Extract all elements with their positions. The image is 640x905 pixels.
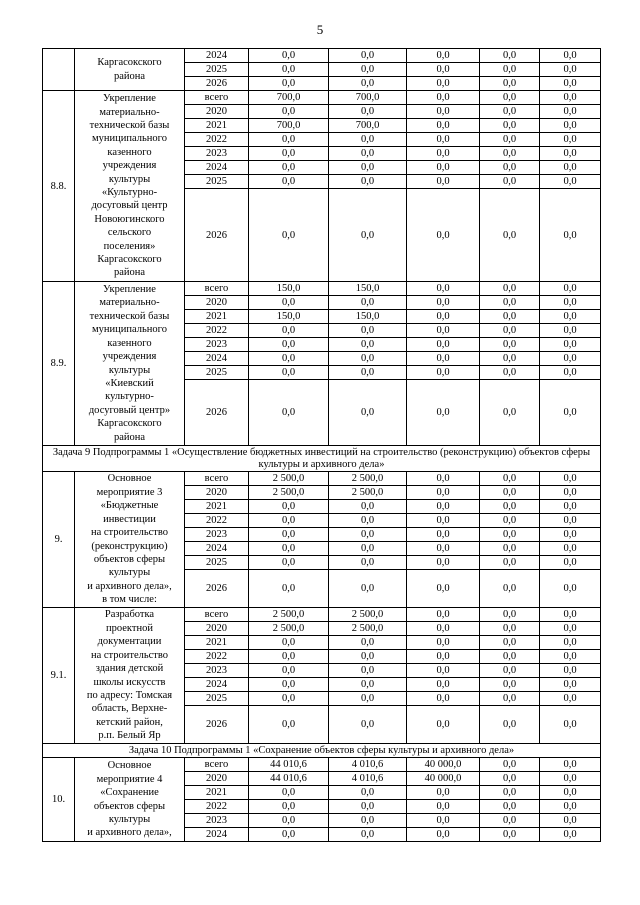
year-cell: 2020 (185, 105, 249, 119)
value-cell: 0,0 (480, 77, 540, 91)
year-cell: 2021 (185, 636, 249, 650)
value-cell: 0,0 (480, 800, 540, 814)
value-cell: 0,0 (407, 622, 480, 636)
value-cell: 0,0 (480, 828, 540, 842)
year-cell: 2024 (185, 352, 249, 366)
value-cell: 0,0 (540, 486, 601, 500)
value-cell: 0,0 (480, 338, 540, 352)
value-cell: 0,0 (480, 119, 540, 133)
value-cell: 0,0 (249, 338, 329, 352)
value-cell: 0,0 (249, 570, 329, 608)
value-cell: 44 010,6 (249, 758, 329, 772)
item-name: Каргасокского района (75, 49, 185, 91)
year-cell: 2020 (185, 622, 249, 636)
value-cell: 0,0 (407, 514, 480, 528)
year-cell: 2025 (185, 175, 249, 189)
value-cell: 0,0 (480, 514, 540, 528)
value-cell: 0,0 (540, 338, 601, 352)
item-index: 9. (43, 472, 75, 608)
value-cell: 0,0 (540, 556, 601, 570)
value-cell: 0,0 (480, 472, 540, 486)
value-cell: 0,0 (480, 147, 540, 161)
value-cell: 0,0 (329, 528, 407, 542)
value-cell: 0,0 (329, 828, 407, 842)
value-cell: 700,0 (329, 119, 407, 133)
value-cell: 0,0 (407, 800, 480, 814)
value-cell: 0,0 (249, 650, 329, 664)
year-cell: 2024 (185, 49, 249, 63)
value-cell: 0,0 (249, 63, 329, 77)
value-cell: 0,0 (540, 49, 601, 63)
value-cell: 0,0 (407, 486, 480, 500)
value-cell: 0,0 (407, 366, 480, 380)
value-cell: 0,0 (480, 282, 540, 296)
table-row (43, 758, 601, 772)
value-cell: 0,0 (329, 800, 407, 814)
value-cell: 0,0 (407, 664, 480, 678)
value-cell: 150,0 (329, 282, 407, 296)
value-cell: 0,0 (249, 542, 329, 556)
value-cell: 0,0 (480, 296, 540, 310)
value-cell: 0,0 (407, 678, 480, 692)
value-cell: 2 500,0 (249, 608, 329, 622)
value-cell: 0,0 (540, 472, 601, 486)
value-cell: 0,0 (480, 814, 540, 828)
value-cell: 0,0 (329, 189, 407, 282)
value-cell: 0,0 (407, 542, 480, 556)
value-cell: 0,0 (540, 366, 601, 380)
value-cell: 0,0 (540, 119, 601, 133)
value-cell: 0,0 (407, 310, 480, 324)
value-cell: 0,0 (329, 514, 407, 528)
item-index: 9.1. (43, 608, 75, 744)
value-cell: 0,0 (249, 528, 329, 542)
value-cell: 0,0 (540, 650, 601, 664)
value-cell: 0,0 (329, 175, 407, 189)
value-cell: 0,0 (407, 161, 480, 175)
value-cell: 0,0 (480, 352, 540, 366)
value-cell: 0,0 (407, 324, 480, 338)
value-cell: 0,0 (480, 175, 540, 189)
value-cell: 0,0 (480, 556, 540, 570)
value-cell: 700,0 (329, 91, 407, 105)
year-cell: 2024 (185, 828, 249, 842)
value-cell: 0,0 (540, 514, 601, 528)
year-cell: 2025 (185, 692, 249, 706)
value-cell: 0,0 (540, 608, 601, 622)
value-cell: 0,0 (329, 161, 407, 175)
year-cell: всего (185, 472, 249, 486)
value-cell: 0,0 (540, 310, 601, 324)
value-cell: 0,0 (407, 147, 480, 161)
value-cell: 0,0 (329, 556, 407, 570)
value-cell: 700,0 (249, 91, 329, 105)
value-cell: 0,0 (480, 542, 540, 556)
value-cell: 0,0 (407, 472, 480, 486)
value-cell: 0,0 (329, 296, 407, 310)
value-cell: 0,0 (540, 161, 601, 175)
value-cell: 0,0 (407, 650, 480, 664)
value-cell: 0,0 (407, 133, 480, 147)
value-cell: 0,0 (329, 366, 407, 380)
value-cell: 0,0 (249, 175, 329, 189)
value-cell: 0,0 (540, 147, 601, 161)
table-row (43, 472, 601, 486)
value-cell: 0,0 (329, 352, 407, 366)
item-name: Разработка проектной документации на строительство здания детской школы искусств по адресу: Томская область, Верхне- кетский район, р.п. Белый Яр (75, 608, 185, 744)
value-cell: 0,0 (249, 678, 329, 692)
value-cell: 0,0 (540, 380, 601, 446)
value-cell: 0,0 (249, 147, 329, 161)
value-cell: 700,0 (249, 119, 329, 133)
value-cell: 0,0 (540, 758, 601, 772)
value-cell: 0,0 (329, 636, 407, 650)
value-cell: 0,0 (540, 133, 601, 147)
value-cell: 0,0 (329, 324, 407, 338)
value-cell: 0,0 (249, 105, 329, 119)
value-cell: 0,0 (540, 528, 601, 542)
year-cell: 2020 (185, 772, 249, 786)
value-cell: 0,0 (407, 706, 480, 744)
value-cell: 0,0 (249, 352, 329, 366)
value-cell: 0,0 (480, 366, 540, 380)
year-cell: 2020 (185, 296, 249, 310)
value-cell: 0,0 (329, 133, 407, 147)
year-cell: 2026 (185, 706, 249, 744)
year-cell: 2023 (185, 338, 249, 352)
year-cell: 2023 (185, 814, 249, 828)
value-cell: 0,0 (540, 282, 601, 296)
value-cell: 0,0 (329, 664, 407, 678)
value-cell: 0,0 (249, 161, 329, 175)
year-cell: 2025 (185, 63, 249, 77)
value-cell: 0,0 (249, 636, 329, 650)
year-cell: 2026 (185, 570, 249, 608)
table-row (43, 91, 601, 105)
value-cell: 0,0 (480, 786, 540, 800)
year-cell: 2025 (185, 556, 249, 570)
value-cell: 0,0 (540, 772, 601, 786)
value-cell: 0,0 (480, 528, 540, 542)
year-cell: 2023 (185, 664, 249, 678)
value-cell: 2 500,0 (329, 472, 407, 486)
value-cell: 0,0 (249, 664, 329, 678)
table-row (43, 608, 601, 622)
value-cell: 0,0 (407, 636, 480, 650)
value-cell: 0,0 (480, 380, 540, 446)
value-cell: 0,0 (407, 296, 480, 310)
value-cell: 0,0 (249, 800, 329, 814)
value-cell: 0,0 (249, 296, 329, 310)
year-cell: 2026 (185, 380, 249, 446)
value-cell: 0,0 (540, 814, 601, 828)
value-cell: 0,0 (480, 758, 540, 772)
value-cell: 0,0 (540, 828, 601, 842)
value-cell: 0,0 (540, 189, 601, 282)
year-cell: 2023 (185, 147, 249, 161)
value-cell: 2 500,0 (249, 486, 329, 500)
value-cell: 0,0 (249, 828, 329, 842)
value-cell: 44 010,6 (249, 772, 329, 786)
value-cell: 0,0 (407, 282, 480, 296)
value-cell: 0,0 (480, 664, 540, 678)
value-cell: 0,0 (540, 324, 601, 338)
year-cell: 2025 (185, 366, 249, 380)
year-cell: 2023 (185, 528, 249, 542)
value-cell: 0,0 (249, 366, 329, 380)
value-cell: 0,0 (540, 570, 601, 608)
value-cell: 0,0 (249, 514, 329, 528)
item-index (43, 49, 75, 91)
value-cell: 0,0 (480, 324, 540, 338)
value-cell: 0,0 (407, 49, 480, 63)
value-cell: 0,0 (480, 650, 540, 664)
year-cell: всего (185, 608, 249, 622)
value-cell: 0,0 (407, 105, 480, 119)
item-index: 8.8. (43, 91, 75, 282)
year-cell: 2022 (185, 324, 249, 338)
value-cell: 0,0 (480, 486, 540, 500)
task-row (43, 446, 601, 472)
year-cell: всего (185, 282, 249, 296)
value-cell: 0,0 (540, 800, 601, 814)
value-cell: 0,0 (249, 380, 329, 446)
value-cell: 0,0 (480, 500, 540, 514)
value-cell: 0,0 (249, 814, 329, 828)
value-cell: 0,0 (480, 91, 540, 105)
value-cell: 0,0 (480, 310, 540, 324)
year-cell: 2024 (185, 161, 249, 175)
value-cell: 0,0 (480, 161, 540, 175)
value-cell: 0,0 (480, 189, 540, 282)
value-cell: 0,0 (407, 692, 480, 706)
value-cell: 0,0 (329, 147, 407, 161)
value-cell: 4 010,6 (329, 758, 407, 772)
value-cell: 0,0 (480, 133, 540, 147)
value-cell: 0,0 (480, 608, 540, 622)
value-cell: 0,0 (540, 77, 601, 91)
value-cell: 0,0 (407, 786, 480, 800)
value-cell: 0,0 (407, 63, 480, 77)
value-cell: 0,0 (249, 786, 329, 800)
value-cell: 0,0 (249, 556, 329, 570)
year-cell: 2021 (185, 119, 249, 133)
value-cell: 0,0 (540, 542, 601, 556)
value-cell: 0,0 (329, 706, 407, 744)
value-cell: 0,0 (249, 189, 329, 282)
value-cell: 2 500,0 (249, 472, 329, 486)
value-cell: 4 010,6 (329, 772, 407, 786)
value-cell: 0,0 (329, 692, 407, 706)
value-cell: 0,0 (329, 650, 407, 664)
item-name: Основное мероприятие 3 «Бюджетные инвестиции на строительство (реконструкцию) объектов сферы культуры и архивного дела», в том числе: (75, 472, 185, 608)
value-cell: 2 500,0 (329, 608, 407, 622)
value-cell: 0,0 (407, 828, 480, 842)
year-cell: 2021 (185, 786, 249, 800)
item-index: 10. (43, 758, 75, 842)
value-cell: 0,0 (329, 77, 407, 91)
value-cell: 0,0 (249, 692, 329, 706)
value-cell: 0,0 (407, 380, 480, 446)
value-cell: 0,0 (407, 119, 480, 133)
value-cell: 0,0 (407, 338, 480, 352)
table-row (43, 49, 601, 63)
value-cell: 0,0 (480, 570, 540, 608)
value-cell: 40 000,0 (407, 758, 480, 772)
year-cell: 2020 (185, 486, 249, 500)
value-cell: 0,0 (407, 500, 480, 514)
page-number: 5 (316, 22, 324, 37)
value-cell: 150,0 (329, 310, 407, 324)
value-cell: 0,0 (329, 678, 407, 692)
value-cell: 2 500,0 (249, 622, 329, 636)
value-cell: 150,0 (249, 282, 329, 296)
value-cell: 0,0 (249, 49, 329, 63)
item-name: Основное мероприятие 4 «Сохранение объектов сферы культуры и архивного дела», (75, 758, 185, 842)
value-cell: 0,0 (249, 706, 329, 744)
value-cell: 0,0 (249, 324, 329, 338)
value-cell: 0,0 (540, 692, 601, 706)
value-cell: 0,0 (480, 63, 540, 77)
year-cell: всего (185, 91, 249, 105)
value-cell: 0,0 (540, 786, 601, 800)
value-cell: 0,0 (329, 49, 407, 63)
table-row (43, 282, 601, 296)
value-cell: 0,0 (480, 636, 540, 650)
value-cell: 0,0 (329, 105, 407, 119)
budget-table (42, 48, 601, 842)
value-cell: 0,0 (407, 91, 480, 105)
value-cell: 40 000,0 (407, 772, 480, 786)
value-cell: 0,0 (407, 528, 480, 542)
value-cell: 0,0 (540, 175, 601, 189)
task-row (43, 744, 601, 758)
value-cell: 0,0 (249, 500, 329, 514)
value-cell: 0,0 (480, 622, 540, 636)
task-title: Задача 9 Подпрограммы 1 «Осуществление бюджетных инвестиций на строительство (реконструкцию) объектов сферы культуры и архивного дела» (43, 446, 601, 472)
value-cell: 0,0 (540, 296, 601, 310)
value-cell: 0,0 (329, 338, 407, 352)
value-cell: 0,0 (329, 814, 407, 828)
year-cell: 2024 (185, 678, 249, 692)
value-cell: 0,0 (480, 706, 540, 744)
item-index: 8.9. (43, 282, 75, 446)
value-cell: 0,0 (540, 352, 601, 366)
value-cell: 0,0 (407, 189, 480, 282)
value-cell: 0,0 (329, 570, 407, 608)
value-cell: 0,0 (407, 175, 480, 189)
value-cell: 0,0 (407, 814, 480, 828)
value-cell: 2 500,0 (329, 622, 407, 636)
year-cell: 2022 (185, 650, 249, 664)
value-cell: 0,0 (407, 77, 480, 91)
value-cell: 0,0 (329, 380, 407, 446)
value-cell: 0,0 (329, 542, 407, 556)
value-cell: 0,0 (480, 678, 540, 692)
year-cell: 2022 (185, 514, 249, 528)
value-cell: 0,0 (480, 692, 540, 706)
value-cell: 0,0 (540, 622, 601, 636)
value-cell: 0,0 (540, 63, 601, 77)
value-cell: 0,0 (249, 133, 329, 147)
value-cell: 0,0 (407, 352, 480, 366)
item-name: Укрепление материально- технической базы муниципального казенного учреждения культуры «Культурно- досуговый центр Новоюгинского сельского поселения» Каргасокского района (75, 91, 185, 282)
year-cell: всего (185, 758, 249, 772)
value-cell: 0,0 (540, 91, 601, 105)
value-cell: 0,0 (540, 664, 601, 678)
value-cell: 0,0 (540, 678, 601, 692)
value-cell: 0,0 (249, 77, 329, 91)
value-cell: 0,0 (407, 608, 480, 622)
value-cell: 2 500,0 (329, 486, 407, 500)
value-cell: 0,0 (329, 500, 407, 514)
value-cell: 0,0 (407, 570, 480, 608)
value-cell: 0,0 (540, 105, 601, 119)
year-cell: 2026 (185, 77, 249, 91)
value-cell: 0,0 (540, 706, 601, 744)
value-cell: 0,0 (480, 772, 540, 786)
value-cell: 0,0 (407, 556, 480, 570)
item-name: Укрепление материально- технической базы муниципального казенного учреждения культуры «Киевский культурно- досуговый центр» Каргасокского района (75, 282, 185, 446)
value-cell: 0,0 (329, 63, 407, 77)
value-cell: 150,0 (249, 310, 329, 324)
year-cell: 2022 (185, 800, 249, 814)
year-cell: 2021 (185, 310, 249, 324)
value-cell: 0,0 (480, 105, 540, 119)
year-cell: 2022 (185, 133, 249, 147)
value-cell: 0,0 (480, 49, 540, 63)
value-cell: 0,0 (540, 636, 601, 650)
year-cell: 2021 (185, 500, 249, 514)
year-cell: 2024 (185, 542, 249, 556)
value-cell: 0,0 (329, 786, 407, 800)
task-title: Задача 10 Подпрограммы 1 «Сохранение объектов сферы культуры и архивного дела» (43, 744, 601, 758)
year-cell: 2026 (185, 189, 249, 282)
value-cell: 0,0 (540, 500, 601, 514)
